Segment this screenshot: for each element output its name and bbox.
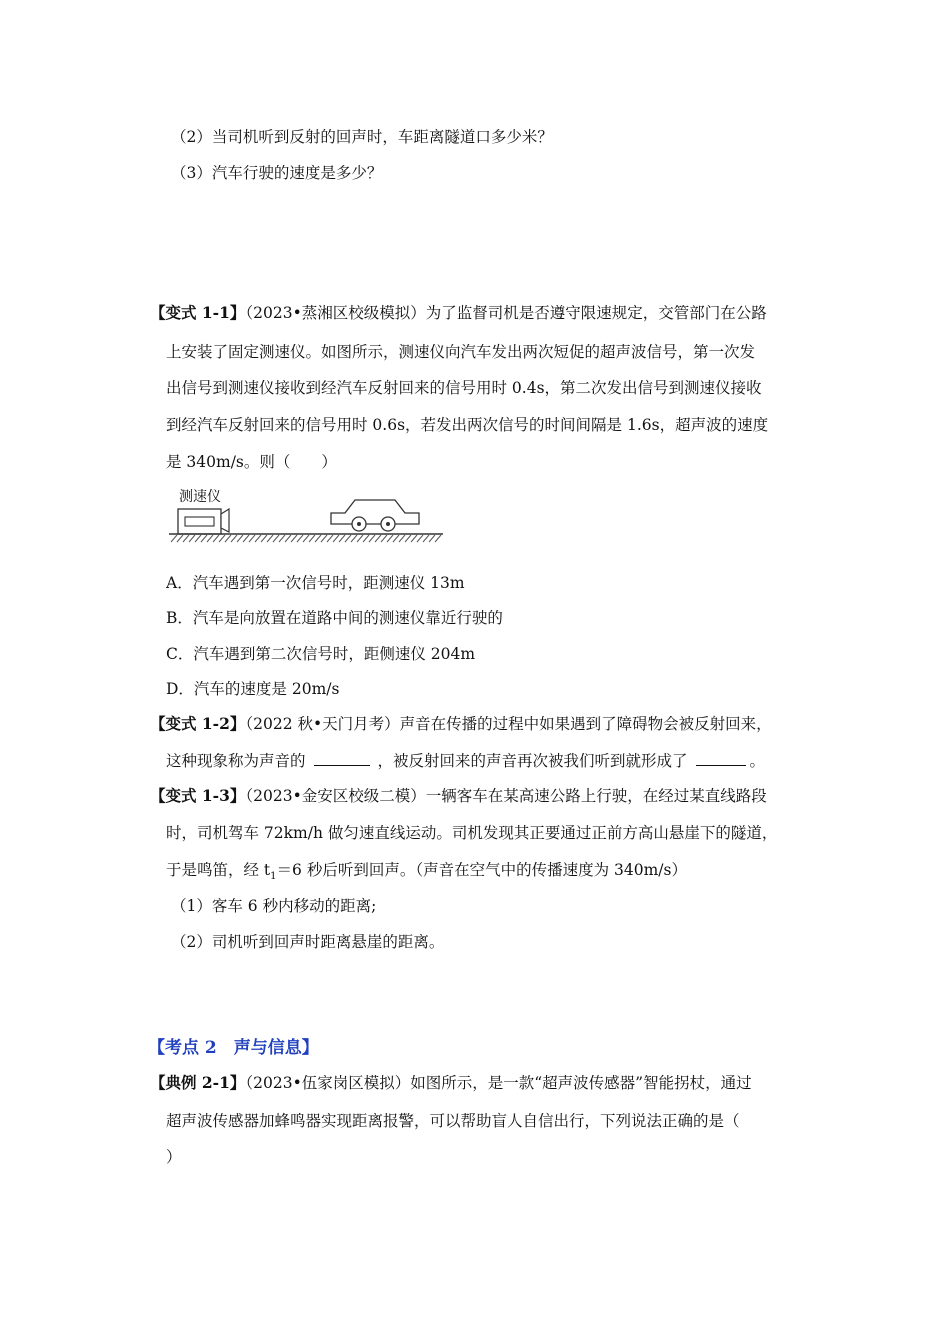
subscript: 1	[270, 871, 277, 883]
car-icon	[331, 500, 419, 524]
question-part-3: （3）汽车行驶的速度是多少？	[171, 164, 383, 182]
road-hatching	[171, 535, 441, 542]
speed-meter-figure	[165, 482, 450, 548]
text-segment: ＝6 秒后听到回声。（声音在空气中的传播速度为 340m/s）	[276, 861, 687, 879]
variant-1-1-line4: 到经汽车反射回来的信号用时 0.6s，若发出两次信号的时间间隔是 1.6s，超声波的速度	[166, 416, 769, 434]
option-c[interactable]: C．汽车遇到第二次信号时，距侧速仪 204m	[166, 645, 476, 663]
variant-1-3-line2: 时，司机驾车 72km/h 做匀速直线运动。司机发现其正要通过正前方高山悬崖下的隧道，	[166, 824, 778, 842]
question-text: （2023•金安区校级二模）一辆客车在某高速公路上行驶，在经过某直线路段	[245, 787, 767, 805]
variant-1-1-line1	[150, 303, 767, 323]
variant-1-2-line1	[150, 714, 772, 734]
variant-1-3-part-1: （1）客车 6 秒内移动的距离;	[171, 897, 377, 915]
question-text: （2023•伍家岗区模拟）如图所示，是一款“超声波传感器”智能拐杖，通过	[245, 1074, 752, 1092]
text-segment: 这种现象称为声音的	[166, 752, 306, 770]
figure-label: 测速仪	[179, 489, 221, 505]
speed-meter-window	[185, 517, 214, 526]
option-d[interactable]: D．汽车的速度是 20m/s	[166, 680, 340, 698]
variant-1-1-line2: 上安装了固定测速仪。如图所示，测速仪向汽车发出两次短促的超声波信号，第一次发	[166, 343, 756, 361]
variant-1-3-part-2: （2）司机听到回声时距离悬崖的距离。	[171, 933, 445, 951]
answer-blank-2[interactable]	[696, 751, 746, 766]
example-2-1-line3: ）	[166, 1148, 182, 1166]
section-title: 【考点 2 声与信息】	[148, 1038, 319, 1058]
text-segment: ，被反射回来的声音再次被我们听到就形成了	[377, 752, 688, 770]
text-segment: 于是鸣笛，经 t	[166, 861, 271, 879]
variant-1-1-line3: 出信号到测速仪接收到经汽车反射回来的信号用时 0.4s，第二次发出信号到测速仪接收	[166, 379, 762, 397]
question-text: （2022 秋•天门月考）声音在传播的过程中如果遇到了障碍物会被反射回来，	[245, 715, 772, 733]
example-2-1-line1	[150, 1073, 752, 1093]
variant-1-3-line3	[166, 860, 687, 887]
variant-1-3-line1	[150, 786, 767, 806]
answer-blank-1[interactable]	[314, 751, 370, 766]
variant-tag: 【变式 1-3】	[150, 786, 246, 805]
variant-tag: 【变式 1-2】	[150, 714, 246, 733]
variant-1-1-line5: 是 340m/s。则（ ）	[166, 453, 337, 471]
speed-meter-emitter	[221, 509, 229, 532]
option-a[interactable]: A．汽车遇到第一次信号时，距测速仪 13m	[166, 574, 465, 592]
text-segment: 。	[749, 752, 766, 770]
question-text: （2023•蒸湘区校级模拟）为了监督司机是否遵守限速规定，交管部门在公路	[245, 304, 767, 322]
question-part-2: （2）当司机听到反射的回声时，车距离隧道口多少米？	[171, 128, 553, 146]
option-b[interactable]: B．汽车是向放置在道路中间的测速仪靠近行驶的	[166, 609, 503, 627]
variant-tag: 【变式 1-1】	[150, 303, 246, 322]
example-tag: 【典例 2-1】	[150, 1073, 246, 1092]
variant-1-2-line2	[166, 751, 765, 771]
example-2-1-line2: 超声波传感器加蜂鸣器实现距离报警，可以帮助盲人自信出行，下列说法正确的是（	[166, 1112, 740, 1130]
